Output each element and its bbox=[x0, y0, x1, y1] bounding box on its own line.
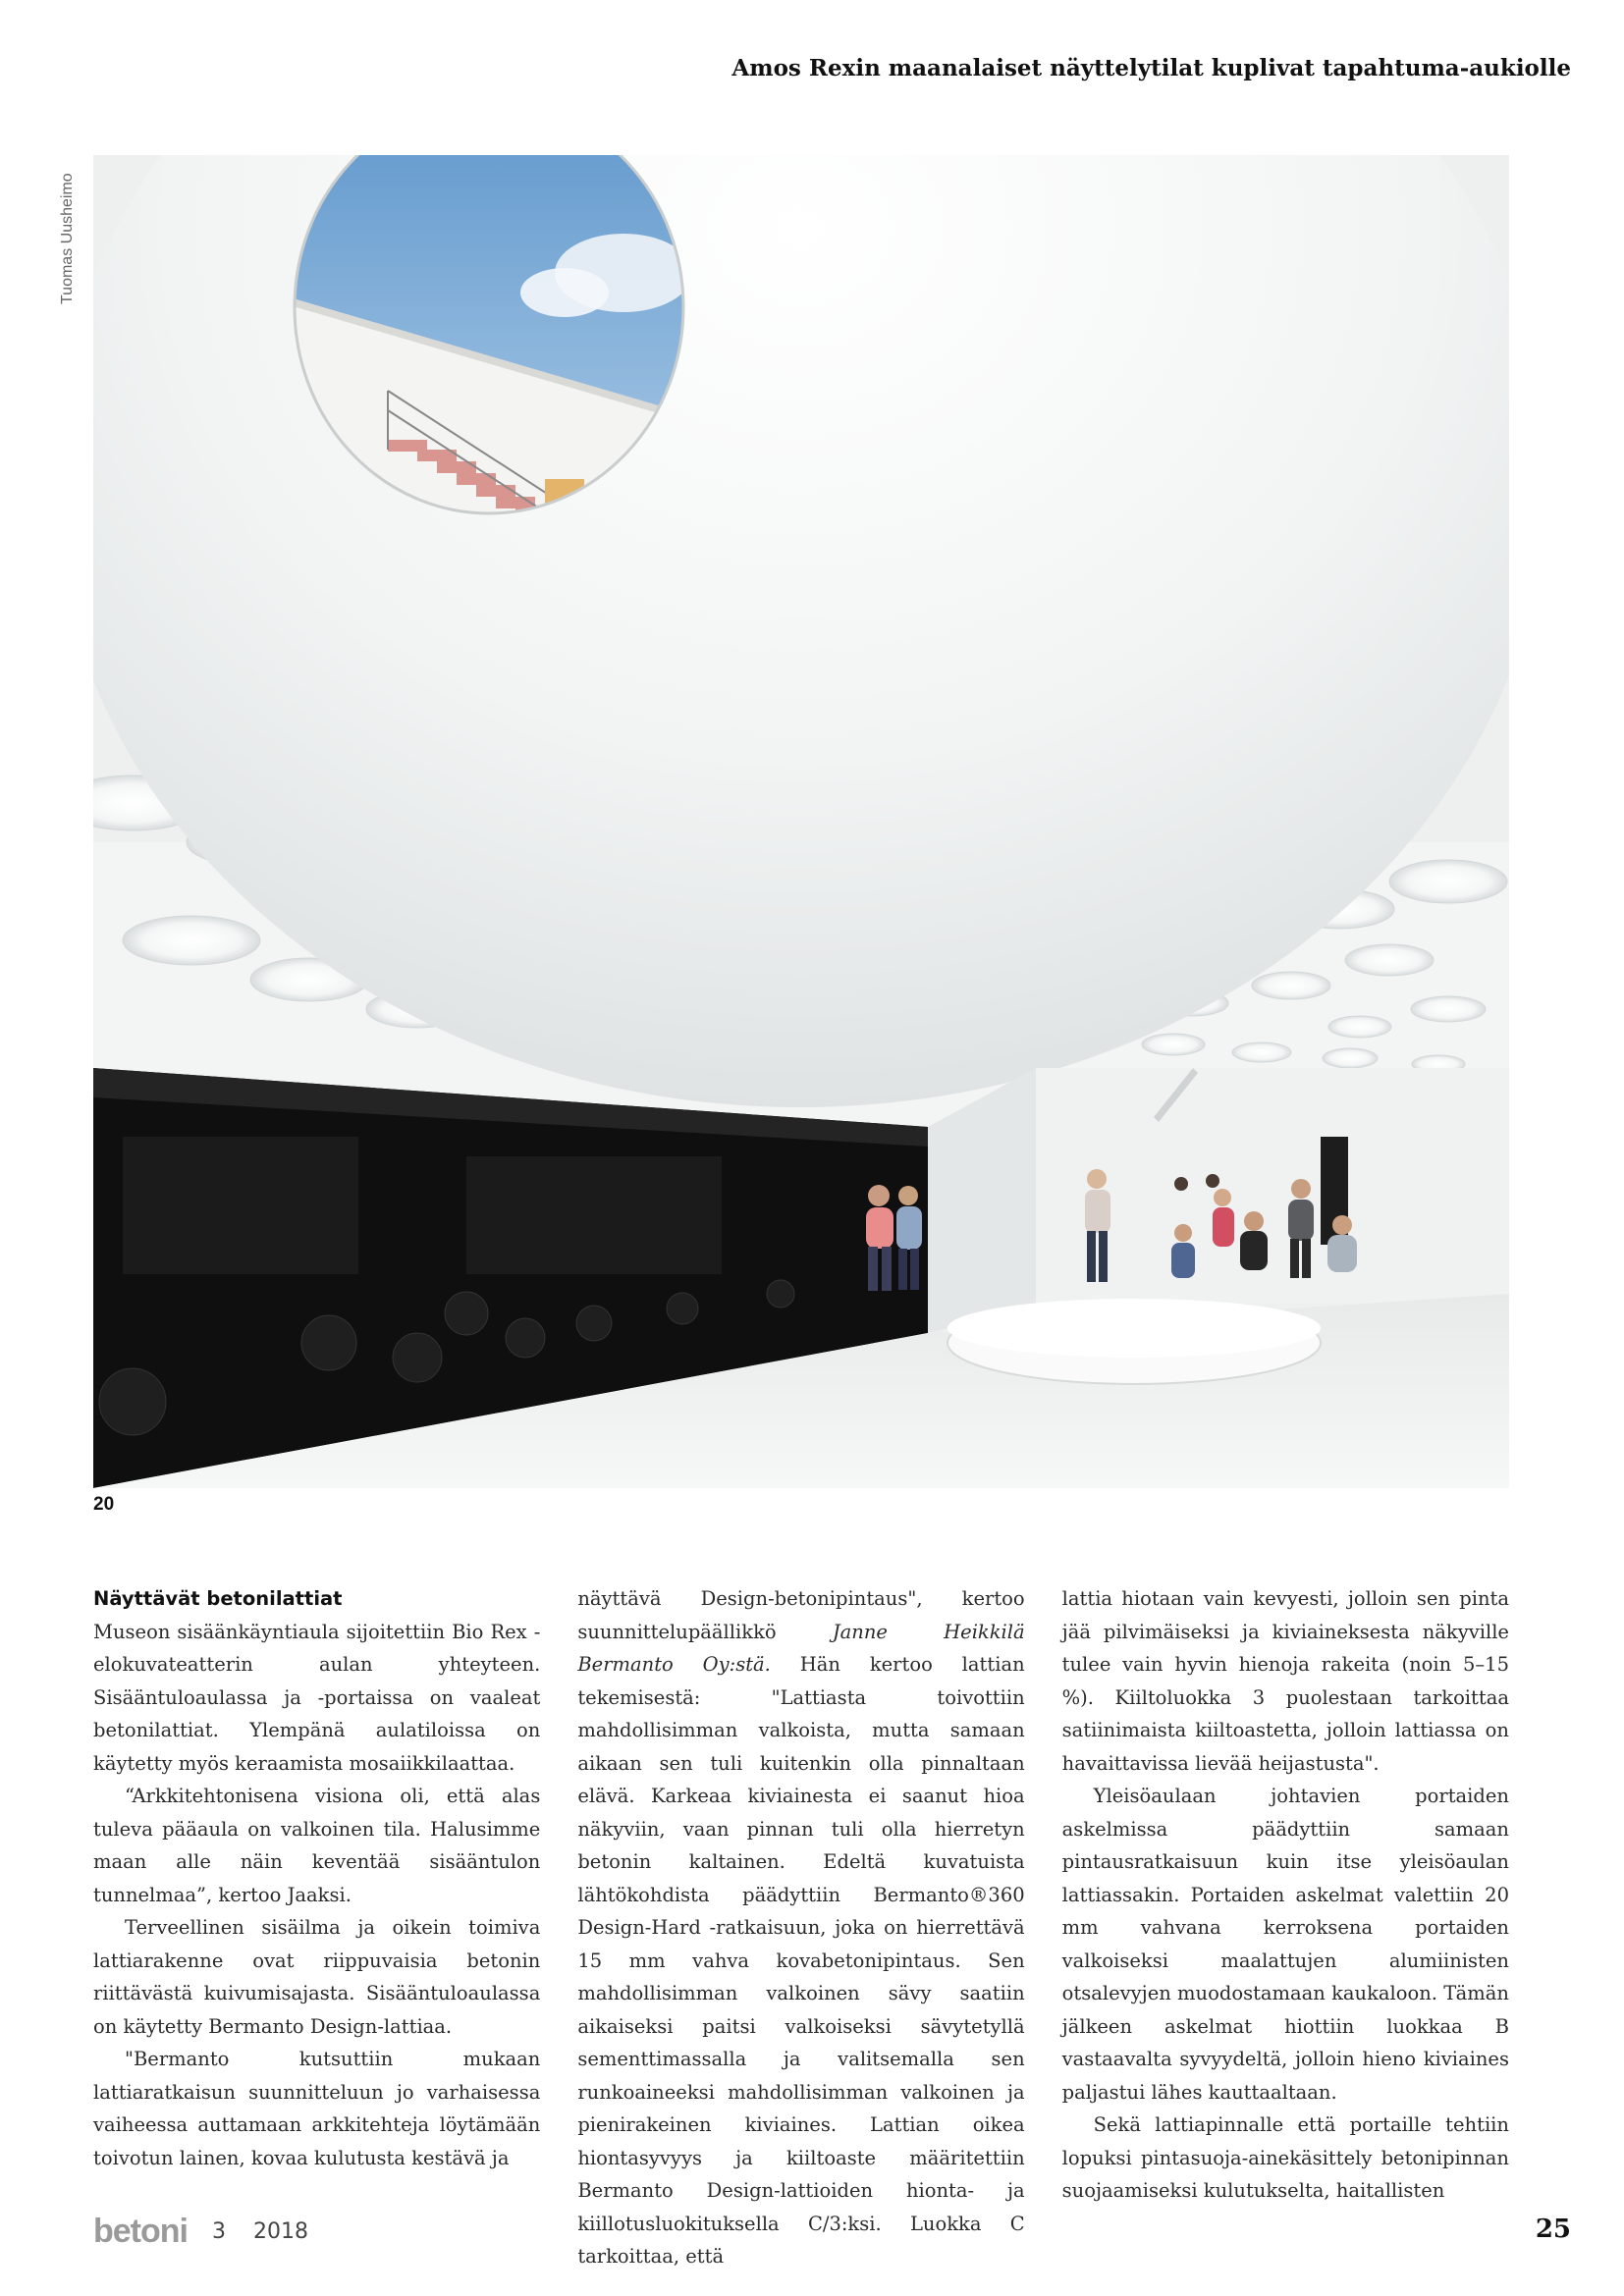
magazine-logo: betoni bbox=[93, 2213, 188, 2250]
paragraph bbox=[577, 1582, 1024, 2273]
paragraph: "Bermanto kutsuttiin mukaan lattiaratkaisun suunnitteluun jo varhaisessa vaiheessa auttamaan arkkitehteja löytämään toivotun lainen, kovaa kulutusta kestävä ja bbox=[93, 2048, 541, 2169]
running-header: Amos Rexin maanalaiset näyttelytilat kuplivat tapahtuma-aukiolle bbox=[731, 55, 1571, 81]
paragraph: “Arkkitehtonisena visiona oli, että alas tuleva pääaula on valkoinen tila. Halusimme maan alle näin keventää sisääntulon tunnelmaa”, kertoo Jaaksi. bbox=[93, 1785, 541, 1906]
paragraph: Yleisöaulaan johtavien portaiden askelmissa päädyttiin samaan pintausratkaisuun kuin itse yleisöaulan lattiassakin. Portaiden askelmat valettiin 20 mm vahvana kerroksena portaiden valkoiseksi maalattujen alumiinisten otsalevyjen muodostamaan kaukaloon. Tämän jälkeen askelmat hiottiin luokkaa B vastaavalta syvyydeltä, jolloin hieno kiviaines paljastui lähes kauttaaltaan. bbox=[1061, 1785, 1509, 2104]
paragraph: lattia hiotaan vain kevyesti, jolloin sen pinta jää pilvimäiseksi ja kiviaineksesta näkyville tulee vain hyvin hienoja rakeita (noin 5–15 %). Kiiltoluokka 3 puolestaan tarkoittaa satiinimaista kiiltoastetta, jolloin lattiassa on havaittavissa lievää heijastusta". bbox=[1061, 1587, 1509, 1775]
issue-year: 2018 bbox=[253, 2219, 308, 2244]
paragraph: Terveellinen sisäilma ja oikein toimiva lattiarakenne ovat riippuvaisia betonin riittävästä kuivumisajasta. Sisääntuloaulassa on käytetty Bermanto Design-lattiaa. bbox=[93, 1916, 541, 2038]
article-column-3 bbox=[1061, 1582, 1509, 2202]
article-column-2 bbox=[577, 1582, 1025, 2268]
paragraph: Sekä lattiapinnalle että portaille tehtiin lopuksi pintasuoja-ainekäsittely betonipinnan suojaamiseksi kulutukselta, haitallisten bbox=[1061, 2113, 1509, 2202]
photo-credit bbox=[59, 157, 79, 304]
photo-credit-text: Tuomas Uusheimo bbox=[59, 173, 76, 304]
paragraph-text: näyttävä Design-betonipintaus", kertoo suunnittelupäällikkö bbox=[577, 1587, 1025, 1643]
issue-number: 3 bbox=[212, 2219, 226, 2244]
photo-museum-lobby-icon bbox=[93, 155, 1509, 1488]
paragraph-text: Hän kertoo lattian tekemisestä: "Lattiasta toivottiin mahdollisimman valkoista, mutta samaan aikaan sen tuli kuitenkin olla pinnaltaan elävä. Karkeaa kiviainesta ei saanut hioa näkyviin, vaan pinnan tuli olla hierretyn betonin kaltainen. Edeltä kuvatuista lähtökohdista päädyttiin Bermanto®360 Design-Hard -ratkaisuun, joka on hierrettävä 15 mm vahva kovabetonipintaus. Sen mahdollisimman valkoinen sävy saatiin aikaiseksi paitsi valkoiseksi sävytetyllä sementtimassalla ja valitsemalla sen runkoaineeksi mahdollisimman valkoinen ja pienirakeinen kiviaines. Lattian oikea hiontasyvyys ja kiiltoaste määritettiin Bermanto Design-lattioiden hionta- ja kiillotusluokituksella C/3:ksi. Luokka C tarkoittaa, että bbox=[577, 1653, 1025, 2268]
paragraph: Museon sisäänkäyntiaula sijoitettiin Bio Rex -elokuvateatterin aulan yhteyteen. Sisääntuloaulassa ja -portaissa on vaaleat betonilattiat. Ylempänä aulatiloissa on käytetty myös keraamista mosaiikkilaattaa. bbox=[93, 1620, 541, 1775]
page-number: 25 bbox=[1535, 2215, 1571, 2244]
photo-number: 20 bbox=[93, 1494, 115, 1515]
section-heading: Näyttävät betonilattiat bbox=[93, 1587, 343, 1610]
article-photo bbox=[93, 155, 1509, 1488]
person-name: Janne Heikkilä Bermanto Oy:stä. bbox=[577, 1620, 1025, 1676]
article-column-1 bbox=[93, 1582, 540, 2181]
